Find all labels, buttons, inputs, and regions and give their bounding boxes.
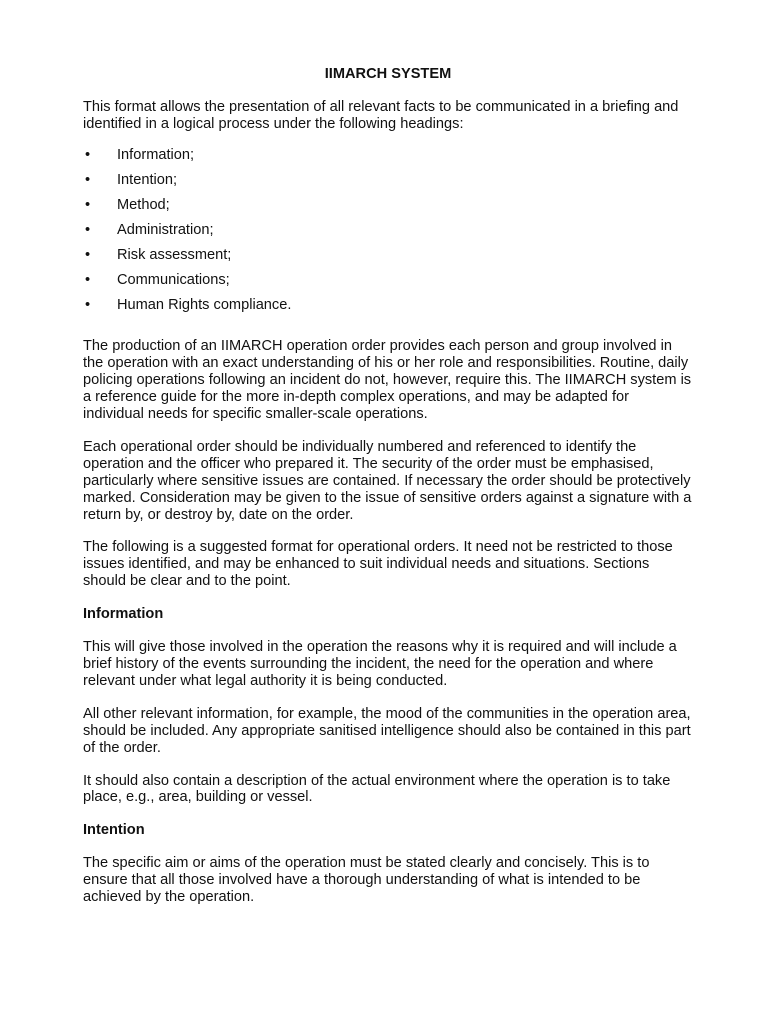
list-item bbox=[83, 247, 693, 272]
body-paragraph: It should also contain a description of the actual environment where the operation is to take place, e.g., area, building or vessel. bbox=[83, 772, 671, 806]
bullet-icon: • bbox=[85, 247, 91, 264]
intro-paragraph: This format allows the presentation of all relevant facts to be communicated in a briefing and identified in a logical process under the following headings: bbox=[83, 98, 679, 132]
body-paragraph: The specific aim or aims of the operation must be stated clearly and concisely. This is to ensure that all those involved have a thorough understanding of what is intended to be achieved by the operation. bbox=[83, 855, 650, 906]
list-item-text: Human Rights compliance. bbox=[117, 297, 292, 314]
body-paragraph: Each operational order should be individually numbered and referenced to identify the operation and the officer who prepared it. The security of the order must be emphasised, particularly where sensitive issues are contained. If necessary the order should be protectively marked. Consideration may be given to the issue of sensitive orders against a signature with a return by, or destroy by, date on the order. bbox=[83, 438, 692, 523]
document-title: IIMARCH SYSTEM bbox=[324, 66, 452, 82]
list-item bbox=[83, 222, 693, 247]
body-paragraph: The following is a suggested format for operational orders. It need not be restricted to those issues identified, and may be enhanced to suit individual needs and situations. Sections should be clear and to the point. bbox=[83, 539, 673, 590]
bullet-icon: • bbox=[85, 297, 91, 314]
list-item bbox=[83, 172, 693, 197]
bullet-icon: • bbox=[85, 171, 91, 188]
list-item-text: Administration; bbox=[117, 222, 214, 238]
body-paragraph: This will give those involved in the operation the reasons why it is required and will include a brief history of the events surrounding the incident, the need for the operation and where relevant under what legal authority it is being conducted. bbox=[83, 639, 677, 689]
list-item-text: Communications; bbox=[117, 272, 230, 289]
list-item-text: Method; bbox=[117, 196, 170, 213]
list-item-text: Risk assessment; bbox=[117, 247, 232, 264]
list-item bbox=[83, 297, 693, 322]
bullet-icon: • bbox=[85, 222, 91, 238]
list-item-text: Intention; bbox=[117, 171, 178, 188]
document-page bbox=[83, 66, 693, 922]
bullet-icon: • bbox=[85, 196, 91, 213]
body-paragraph: The production of an IIMARCH operation order provides each person and group involved in the operation with an exact understanding of his or her role and responsibilities. Routine, daily policing operations following an incident do not, however, require this. The IIMARCH system is a reference guide for the more in-depth complex operations, and may be adapted for individual needs for specific smaller-scale operations. bbox=[83, 338, 692, 422]
list-item bbox=[83, 197, 693, 222]
bullet-icon: • bbox=[85, 272, 91, 289]
body-paragraph: All other relevant information, for example, the mood of the communities in the operation area, should be included. Any appropriate sanitised intelligence should also be contained in this part of the order. bbox=[83, 705, 691, 756]
list-item bbox=[83, 272, 693, 297]
bullet-icon: • bbox=[85, 146, 91, 163]
headings-list bbox=[83, 147, 693, 323]
list-item bbox=[83, 147, 693, 172]
section-heading-information: Information bbox=[83, 606, 164, 623]
list-item-text: Information; bbox=[117, 146, 195, 163]
section-heading-intention: Intention bbox=[83, 822, 145, 839]
